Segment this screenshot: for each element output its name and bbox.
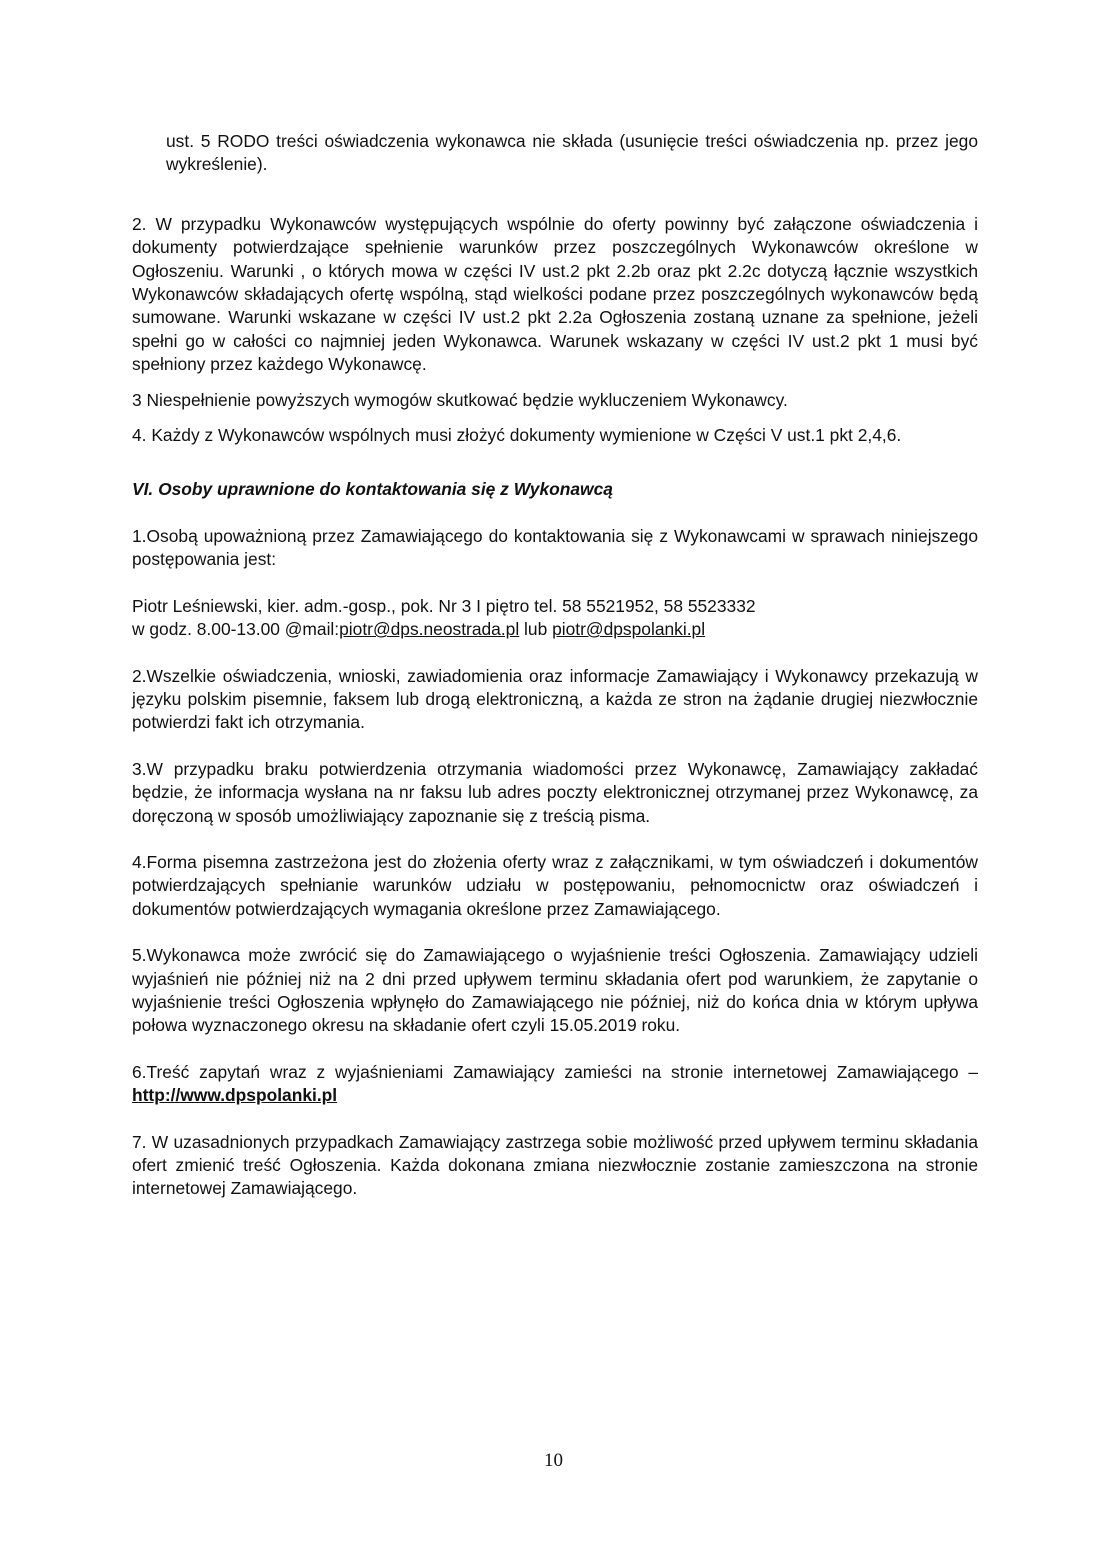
paragraph-3: 3 Niespełnienie powyższych wymogów skutkować będzie wykluczeniem Wykonawcy.: [132, 389, 788, 410]
paragraph-4: 4. Każdy z Wykonawców wspólnych musi złożyć dokumenty wymienione w Części V ust.1 pkt 2,4,6.: [132, 425, 902, 446]
paragraph-vi-4: 4.Forma pisemna zastrzeżona jest do złożenia oferty wraz z załącznikami, w tym oświadczeń i dokumentów potwierdzających spełnianie warunków udziału w postępowaniu, pełnomocnictw oraz oświadczeń i dokumentów potwierdzających wymagania określone przez Zamawiającego.: [132, 851, 978, 919]
contact-line-1: Piotr Leśniewski, kier. adm.-gosp., pok. Nr 3 I piętro tel. 58 5521952, 58 5523332: [132, 595, 756, 616]
contact-hours: w godz. 8.00-13.00 @mail:: [132, 619, 340, 640]
paragraph-vi-6-text: 6.Treść zapytań wraz z wyjaśnieniami Zamawiający zamieści na stronie internetowej Zamawiającego –: [132, 1061, 978, 1082]
paragraph-vi-7: 7. W uzasadnionych przypadkach Zamawiający zastrzega sobie możliwość przed upływem terminu składania ofert zmienić treść Ogłoszenia. Każda dokonana zmiana niezwłocznie zostanie zamieszczona na stronie internetowej Zamawiającego.: [132, 1131, 978, 1199]
paragraph-vi-2: 2.Wszelkie oświadczenia, wnioski, zawiadomienia oraz informacje Zamawiający i Wykonawcy przekazują w języku polskim pisemnie, faksem lub drogą elektroniczną, a każda ze stron na żądanie drugiej niezwłocznie potwierdzi fakt ich otrzymania.: [132, 665, 978, 733]
email-link-neostrada[interactable]: piotr@dps.neostrada.pl: [339, 619, 520, 640]
paragraph-vi-1: 1.Osobą upoważnioną przez Zamawiającego do kontaktowania się z Wykonawcami w sprawach niniejszego postępowania jest:: [132, 525, 978, 570]
contact-connector: lub: [519, 619, 553, 640]
paragraph-rodo: ust. 5 RODO treści oświadczenia wykonawca nie składa (usunięcie treści oświadczenia np. przez jego wykreślenie).: [166, 131, 978, 175]
section-heading-vi: VI. Osoby uprawnione do kontaktowania się z Wykonawcą: [132, 479, 613, 500]
website-link[interactable]: http://www.dpspolanki.pl: [132, 1085, 338, 1106]
paragraph-vi-6: [132, 1061, 978, 1108]
email-link-dpspolanki[interactable]: piotr@dpspolanki.pl: [552, 619, 706, 640]
paragraph-vi-3: 3.W przypadku braku potwierdzenia otrzymania wiadomości przez Wykonawcę, Zamawiający zakładać będzie, że informacja wysłana na nr faksu lub adres poczty elektronicznej otrzymanej przez Wykonawcę, za doręczoną w sposób umożliwiający zapoznanie się z treścią pisma.: [132, 758, 978, 826]
document-body: [132, 130, 978, 1201]
contact-line-2: [132, 618, 978, 641]
page-number: 10: [544, 1450, 563, 1471]
contact-block: [132, 595, 978, 642]
paragraph-2: 2. W przypadku Wykonawców występujących wspólnie do oferty powinny być załączone oświadczenia i dokumenty potwierdzające spełnienie warunków przez poszczególnych Wykonawców określone w Ogłoszeniu. Warunki , o których mowa w części IV ust.2 pkt 2.2b oraz pkt 2.2c dotyczą łącznie wszystkich Wykonawców składających ofertę wspólną, stąd wielkości podane przez poszczególnych wykonawców będą sumowane. Warunki wskazane w części IV ust.2 pkt 2.2a Ogłoszenia zostaną uznane za spełnione, jeżeli spełni go w całości co najmniej jeden Wykonawca. Warunek wskazany w części IV ust.2 pkt 1 musi być spełniony przez każdego Wykonawcę.: [132, 213, 978, 375]
paragraph-vi-5: 5.Wykonawca może zwrócić się do Zamawiającego o wyjaśnienie treści Ogłoszenia. Zamawiający udzieli wyjaśnień nie później niż na 2 dni przed upływem terminu składania ofert pod warunkiem, że zapytanie o wyjaśnienie treści Ogłoszenia wpłynęło do Zamawiającego nie później, niż do końca dnia w którym upływa połowa wyznaczonego okresu na składanie ofert czyli 15.05.2019 roku.: [132, 945, 978, 1036]
